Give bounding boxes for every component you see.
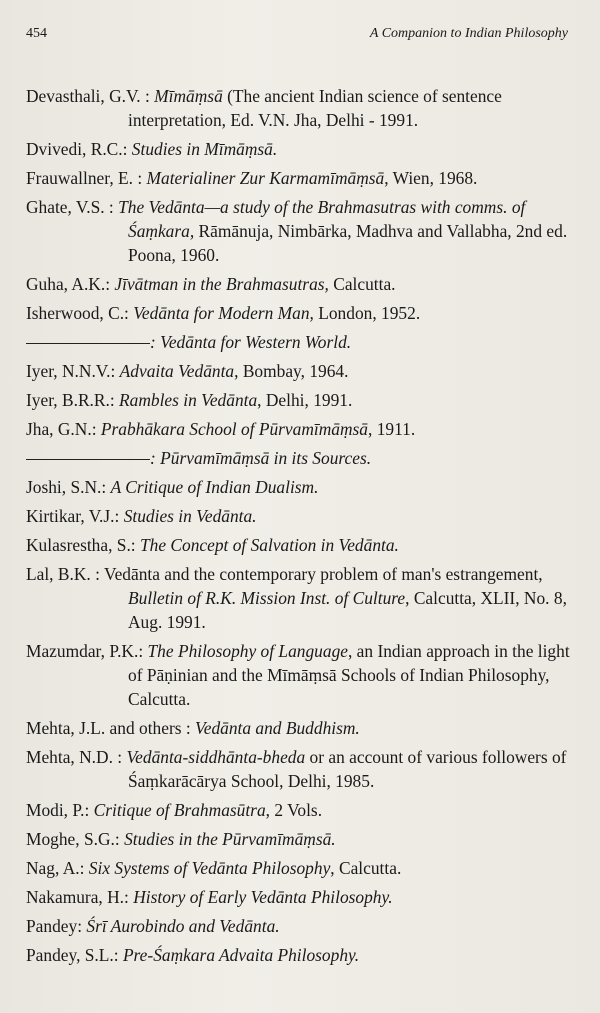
bibliography-entry bbox=[26, 330, 574, 354]
entry-author: Jha, G.N.: bbox=[26, 419, 101, 439]
entry-author: Pandey, S.L.: bbox=[26, 945, 123, 965]
entry-title: The Concept of Salvation in Vedānta. bbox=[140, 535, 399, 555]
entry-title: The Vedānta—a study of the Brahmasutras with comms. of Śaṃkara, bbox=[118, 197, 526, 241]
entry-journal: Bulletin of R.K. Mission Inst. of Culture bbox=[128, 588, 406, 608]
bibliography-entry bbox=[26, 195, 574, 267]
entry-title: Rambles in Vedānta bbox=[119, 390, 258, 410]
entry-title: Critique of Brahmasūtra bbox=[93, 800, 266, 820]
entry-details: , Calcutta. bbox=[330, 858, 402, 878]
entry-author: Kirtikar, V.J.: bbox=[26, 506, 124, 526]
entry-details: Calcutta. bbox=[328, 274, 396, 294]
bibliography-entry bbox=[26, 562, 574, 634]
bibliography-entry bbox=[26, 166, 574, 190]
bibliography-entry bbox=[26, 716, 574, 740]
bibliography-entry bbox=[26, 639, 574, 711]
entry-title: : Pūrvamīmāṃsā in its Sources. bbox=[150, 448, 372, 468]
bibliography-entry bbox=[26, 359, 574, 383]
bibliography-entry bbox=[26, 137, 574, 161]
bibliography-entry bbox=[26, 856, 574, 880]
entry-author: Nakamura, H.: bbox=[26, 887, 134, 907]
entry-details: , Delhi, 1991. bbox=[257, 390, 353, 410]
ditto-rule bbox=[26, 343, 150, 344]
entry-title: History of Early Vedānta Philosophy. bbox=[133, 887, 393, 907]
entry-details: London, 1952. bbox=[313, 303, 421, 323]
entry-details: (The ancient Indian science of sentence interpretation, Ed. V.N. Jha, Delhi - 1991. bbox=[128, 86, 502, 130]
entry-title: Mīmāṃsā bbox=[154, 86, 223, 106]
bibliography-entry bbox=[26, 798, 574, 822]
bibliography-list bbox=[26, 84, 574, 972]
entry-title: Jīvātman in the Brahmasutras, bbox=[114, 274, 329, 294]
entry-title: Prabhākara School of Pūrvamīmāṃsā bbox=[100, 419, 368, 439]
entry-author: Nag, A.: bbox=[26, 858, 89, 878]
bibliography-entry bbox=[26, 914, 574, 938]
entry-details: Vedānta and the contemporary problem of man's estrangement, bbox=[103, 564, 543, 584]
bibliography-entry bbox=[26, 745, 574, 793]
entry-author: Mazumdar, P.K.: bbox=[26, 641, 148, 661]
page-number: 454 bbox=[26, 26, 47, 41]
bibliography-entry bbox=[26, 84, 574, 132]
entry-details: , 2 Vols. bbox=[265, 800, 323, 820]
bibliography-entry bbox=[26, 388, 574, 412]
entry-details: , Calcutta, XLII, No. 8, Aug. 1991. bbox=[128, 588, 567, 632]
page-header bbox=[26, 26, 568, 46]
entry-author: Isherwood, C.: bbox=[26, 303, 134, 323]
entry-author: Frauwallner, E. : bbox=[26, 168, 147, 188]
entry-title: Śrī Aurobindo and Vedānta. bbox=[86, 916, 280, 936]
bibliography-entry bbox=[26, 301, 574, 325]
entry-author: Modi, P.: bbox=[26, 800, 94, 820]
entry-title: Studies in the Pūrvamīmāṃsā. bbox=[124, 829, 336, 849]
entry-title: Studies in Vedānta. bbox=[123, 506, 257, 526]
entry-author: Kulasrestha, S.: bbox=[26, 535, 140, 555]
entry-author: Mehta, J.L. and others : bbox=[26, 718, 196, 738]
bibliography-entry bbox=[26, 272, 574, 296]
entry-title: Materialiner Zur Karmamīmāṃsā bbox=[146, 168, 385, 188]
entry-author: Joshi, S.N.: bbox=[26, 477, 111, 497]
entry-details: , Bombay, 1964. bbox=[234, 361, 349, 381]
entry-details: , an Indian approach in the light of Pāṇinian and the Mīmāṃsā Schools of Indian Philosophy, Calcutta. bbox=[128, 641, 570, 709]
entry-author: Lal, B.K. : bbox=[26, 564, 104, 584]
entry-title: : Vedānta for Western World. bbox=[150, 332, 352, 352]
entry-author: Iyer, B.R.R.: bbox=[26, 390, 120, 410]
entry-title: The Philosophy of Language bbox=[147, 641, 348, 661]
ditto-rule bbox=[26, 459, 150, 460]
entry-author: Devasthali, G.V. : bbox=[26, 86, 155, 106]
entry-title: Advaita Vedānta bbox=[119, 361, 235, 381]
bibliography-entry bbox=[26, 504, 574, 528]
entry-author: Pandey: bbox=[26, 916, 87, 936]
entry-title: Six Systems of Vedānta Philosophy bbox=[88, 858, 331, 878]
bibliography-entry bbox=[26, 533, 574, 557]
entry-author: Dvivedi, R.C.: bbox=[26, 139, 132, 159]
entry-title: A Critique of Indian Dualism. bbox=[110, 477, 319, 497]
entry-details: or an account of various followers of Śaṃkarācārya School, Delhi, 1985. bbox=[128, 747, 567, 791]
entry-author: Ghate, V.S. : bbox=[26, 197, 119, 217]
entry-title: Vedānta-siddhānta-bheda bbox=[126, 747, 306, 767]
entry-author: Moghe, S.G.: bbox=[26, 829, 125, 849]
entry-title: Vedānta for Modern Man, bbox=[133, 303, 314, 323]
bibliography-entry bbox=[26, 827, 574, 851]
running-title: A Companion to Indian Philosophy bbox=[369, 26, 568, 41]
entry-details: Rāmānuja, Nimbārka, Madhva and Vallabha, 2nd ed. Poona, 1960. bbox=[128, 221, 568, 265]
entry-author: Mehta, N.D. : bbox=[26, 747, 127, 767]
bibliography-entry bbox=[26, 475, 574, 499]
bibliography-entry bbox=[26, 943, 574, 967]
entry-details: , Wien, 1968. bbox=[384, 168, 478, 188]
bibliography-entry bbox=[26, 417, 574, 441]
entry-title: Vedānta and Buddhism. bbox=[195, 718, 360, 738]
bibliography-entry bbox=[26, 885, 574, 909]
bibliography-entry bbox=[26, 446, 574, 470]
entry-title: Studies in Mīmāṃsā. bbox=[131, 139, 278, 159]
entry-author: Guha, A.K.: bbox=[26, 274, 115, 294]
entry-author: Iyer, N.N.V.: bbox=[26, 361, 120, 381]
entry-title: Pre-Śaṃkara Advaita Philosophy. bbox=[122, 945, 360, 965]
entry-details: , 1911. bbox=[368, 419, 416, 439]
